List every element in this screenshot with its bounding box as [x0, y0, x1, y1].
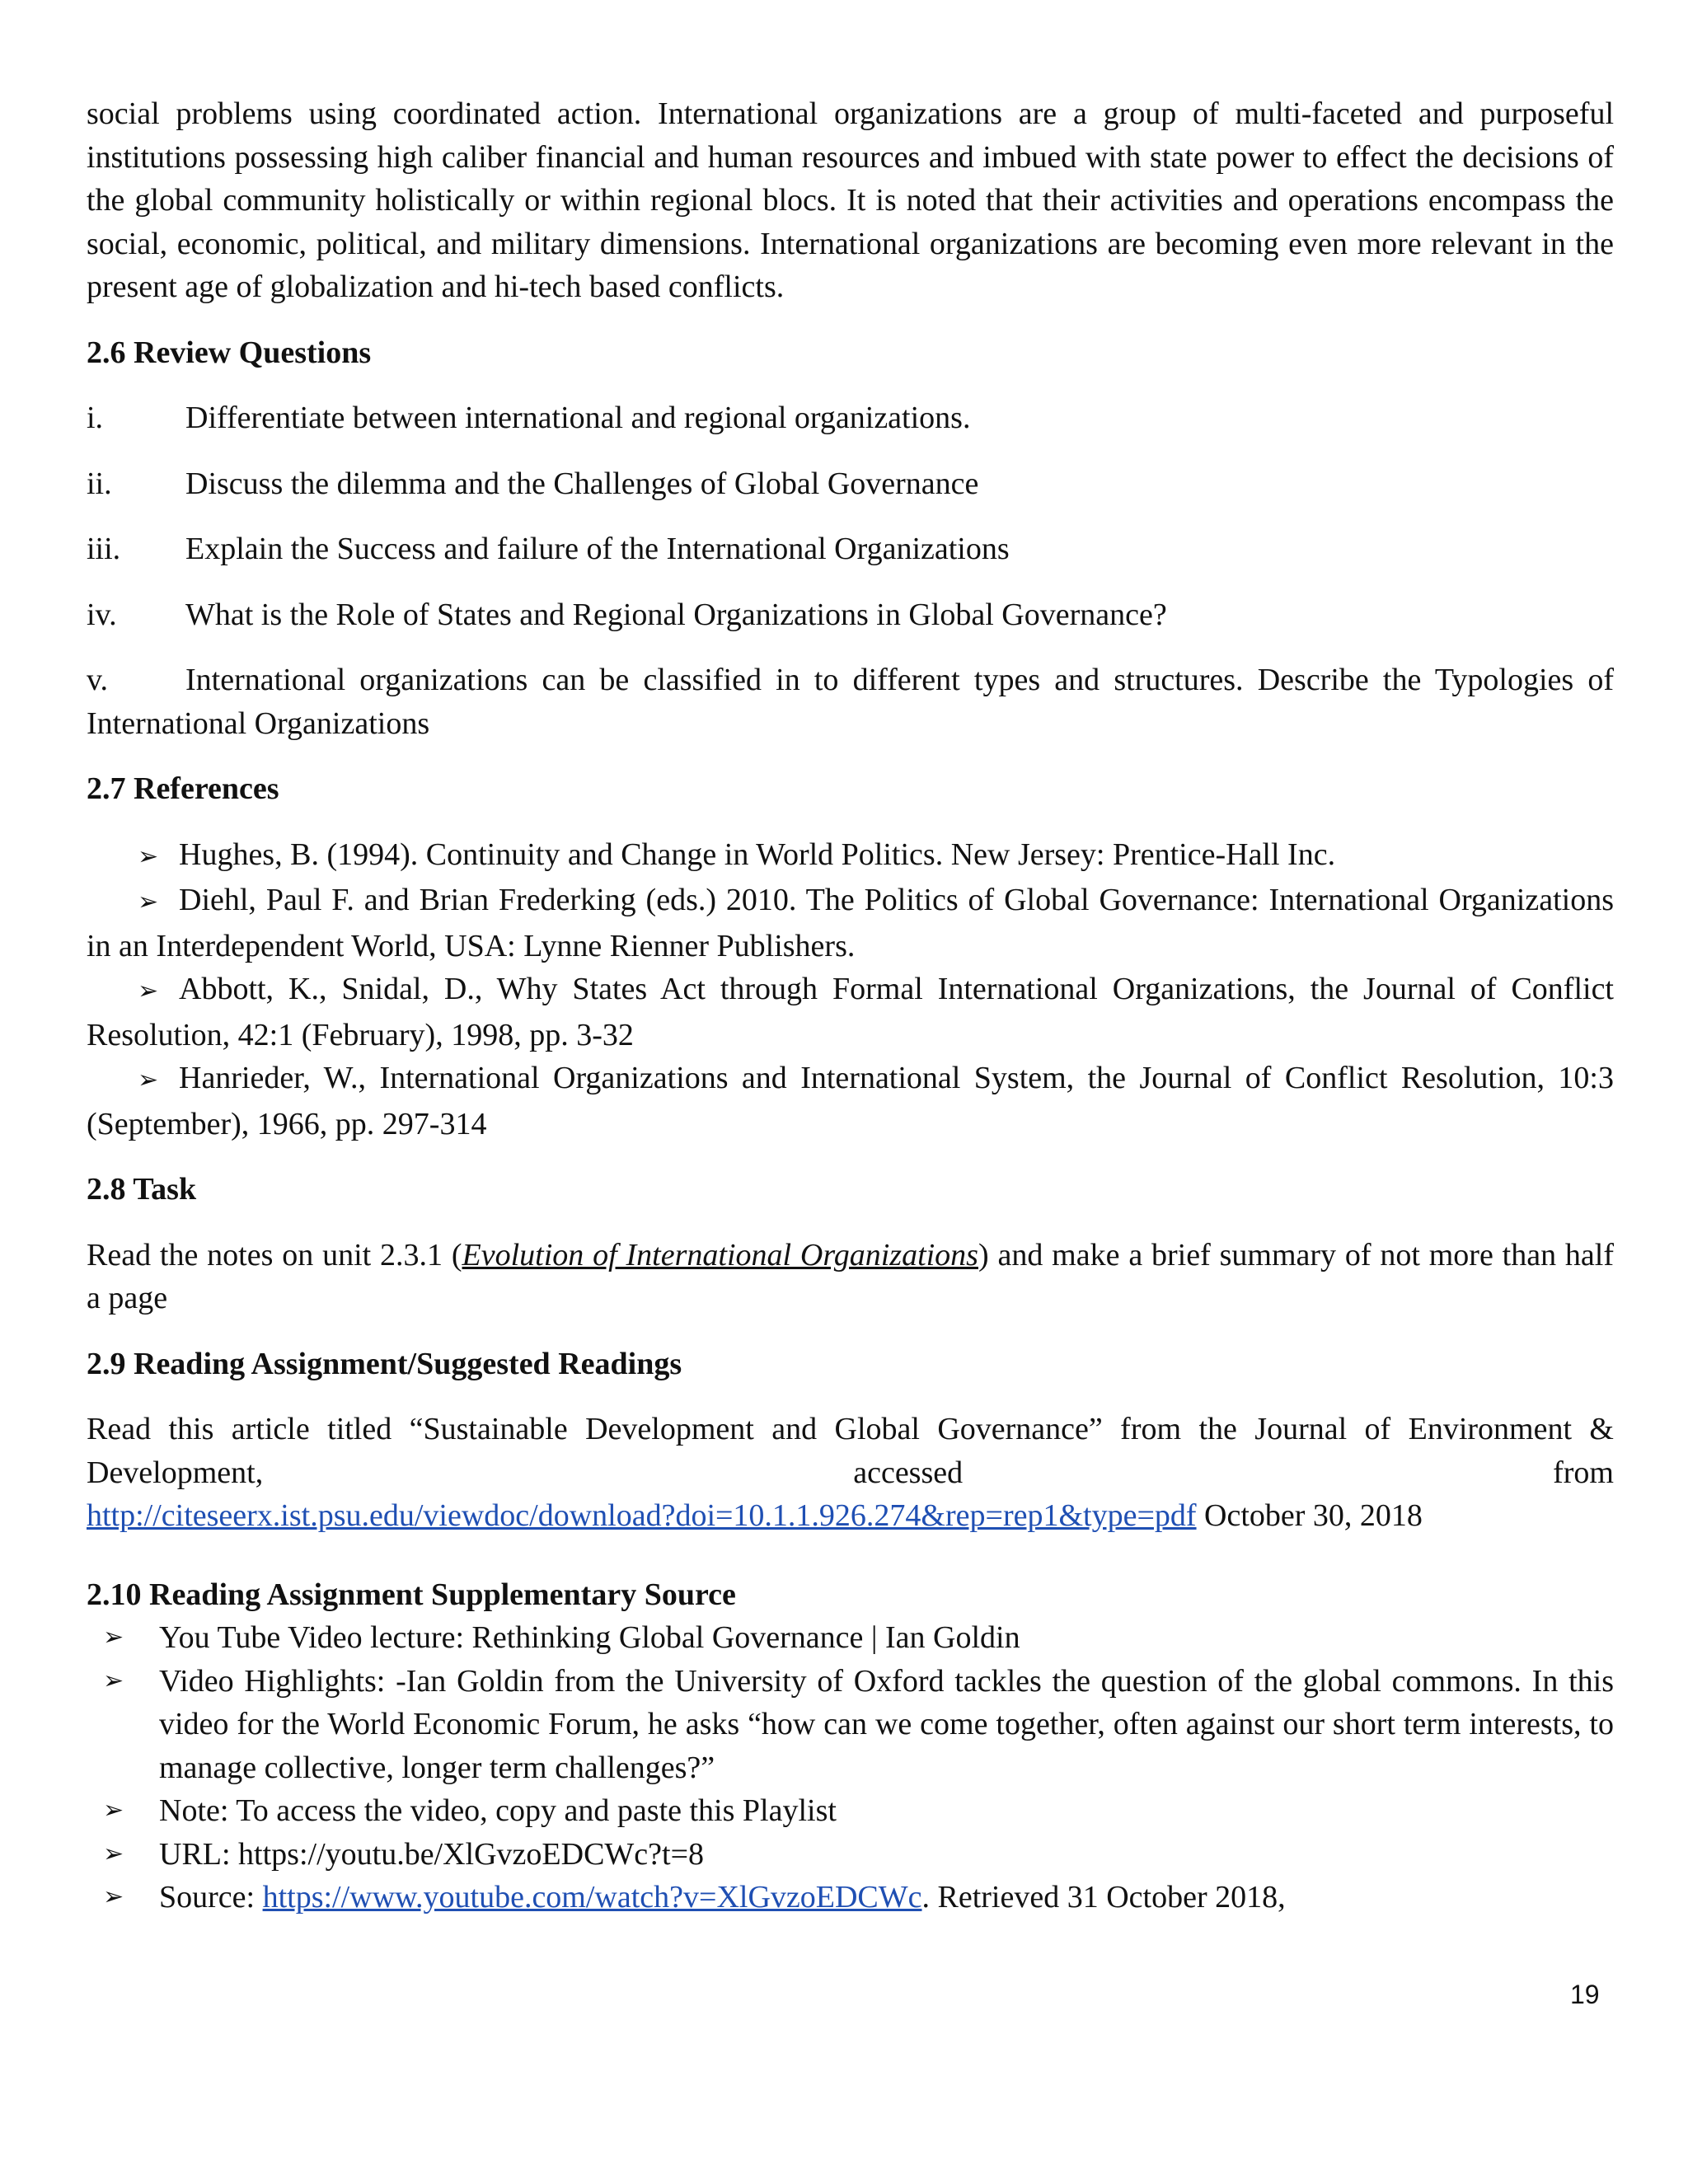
list-item: ➢ URL: https://youtu.be/XlGvzoEDCWc?t=8: [87, 1833, 1614, 1877]
arrow-bullet-icon: ➢: [138, 841, 159, 871]
reference-text: Diehl, Paul F. and Brian Frederking (eds.) 2010. The Politics of Global Governance: International Organizations in an Interdependent World, USA: Lynne Rienner Publishers.: [87, 883, 1614, 963]
arrow-bullet-icon: ➢: [103, 1839, 124, 1868]
arrow-bullet-icon: ➢: [103, 1666, 124, 1695]
arrow-bullet-icon: ➢: [138, 1066, 159, 1094]
arrow-bullet-icon: ➢: [103, 1882, 124, 1911]
reading-assignment-paragraph: [87, 1408, 1614, 1538]
question-text: International organizations can be classified in to different types and structures. Describe the Typologies of International Organizations: [87, 663, 1614, 741]
document-page: [87, 92, 1614, 1919]
question-text: Explain the Success and failure of the International Organizations: [185, 532, 1010, 566]
list-item: ➢ Video Highlights: -Ian Goldin from the University of Oxford tackles the question of the global commons. In this video for the World Economic Forum, he asks “how can we come together, often against our short term interests, to manage collective, longer term challenges?”: [87, 1660, 1614, 1790]
question-text: Differentiate between international and regional organizations.: [185, 401, 971, 435]
reading-url-line: [87, 1494, 1614, 1538]
reference-text: Hanrieder, W., International Organizations and International System, the Journal of Conflict Resolution, 10:3 (September), 1966, pp. 297-314: [87, 1061, 1614, 1141]
references-heading: 2.7 References: [87, 771, 279, 806]
reference-text: Hughes, B. (1994). Continuity and Change in World Politics. New Jersey: Prentice-Hall Inc.: [179, 837, 1336, 872]
list-item: ➢ Note: To access the video, copy and paste this Playlist: [87, 1789, 1614, 1833]
question-text: What is the Role of States and Regional Organizations in Global Governance?: [185, 597, 1167, 632]
review-question: [87, 396, 1614, 440]
arrow-bullet-icon: ➢: [103, 1623, 124, 1652]
task-heading: 2.8 Task: [87, 1172, 197, 1207]
reading-line: Read this article titled “Sustainable Development and Global Governance” from the Journal of Environment &: [87, 1412, 1614, 1446]
youtube-link[interactable]: https://www.youtube.com/watch?v=XlGvzoEDCWc: [262, 1880, 922, 1915]
question-number: i.: [87, 401, 104, 435]
question-number: ii.: [87, 466, 112, 501]
supplementary-heading: 2.10 Reading Assignment Supplementary Source: [87, 1577, 736, 1612]
reference-text: Abbott, K., Snidal, D., Why States Act through Formal International Organizations, the Journal of Conflict Resolution, 42:1 (February), 1998, pp. 3-32: [87, 972, 1614, 1052]
reference-item: [87, 968, 1614, 1057]
question-number: iv.: [87, 597, 117, 632]
arrow-bullet-icon: ➢: [138, 888, 159, 916]
list-item: ➢ You Tube Video lecture: Rethinking Global Governance | Ian Goldin: [87, 1616, 1614, 1660]
page-number: 19: [1570, 1980, 1600, 2009]
review-questions-heading: 2.6 Review Questions: [87, 335, 372, 370]
question-text: Discuss the dilemma and the Challenges of Global Governance: [185, 466, 979, 501]
reading-assignment-heading: 2.9 Reading Assignment/Suggested Readings: [87, 1346, 682, 1381]
review-question: [87, 527, 1614, 571]
review-question: [87, 658, 1614, 745]
reference-item: [87, 1057, 1614, 1146]
references-list: [87, 833, 1614, 1146]
question-number: v.: [87, 663, 109, 697]
supplementary-list: [87, 1616, 1614, 1919]
question-number: iii.: [87, 532, 121, 566]
arrow-bullet-icon: ➢: [138, 977, 159, 1005]
reference-item: [87, 879, 1614, 968]
reading-line: Development, accessed from: [87, 1455, 1614, 1490]
intro-paragraph: social problems using coordinated action. International organizations are a group of multi-faceted and purposeful institutions possessing high caliber financial and human resources and imbued with state power to effect the decisions of the global community holistically or within regional blocs. It is noted that their activities and operations encompass the social, economic, political, and military dimensions. International organizations are becoming even more relevant in the present age of globalization and hi-tech based conflicts.: [87, 96, 1614, 304]
arrow-bullet-icon: ➢: [103, 1796, 124, 1825]
accessed-date: October 30, 2018: [1196, 1498, 1423, 1533]
task-paragraph: Read the notes on unit 2.3.1 (Evolution of International Organizations) and make a brief summary of not more than half a page: [87, 1237, 1615, 1315]
reference-item: [87, 833, 1614, 879]
citeseerx-link[interactable]: http://citeseerx.ist.psu.edu/viewdoc/download?doi=10.1.1.926.274&rep=rep1&type=pdf: [87, 1498, 1197, 1533]
review-question: [87, 593, 1614, 637]
review-question: [87, 462, 1614, 506]
list-item: ➢ Source: https://www.youtube.com/watch?v=XlGvzoEDCWc. Retrieved 31 October 2018,: [87, 1876, 1614, 1919]
unit-reference-link[interactable]: Evolution of International Organizations: [462, 1237, 978, 1272]
